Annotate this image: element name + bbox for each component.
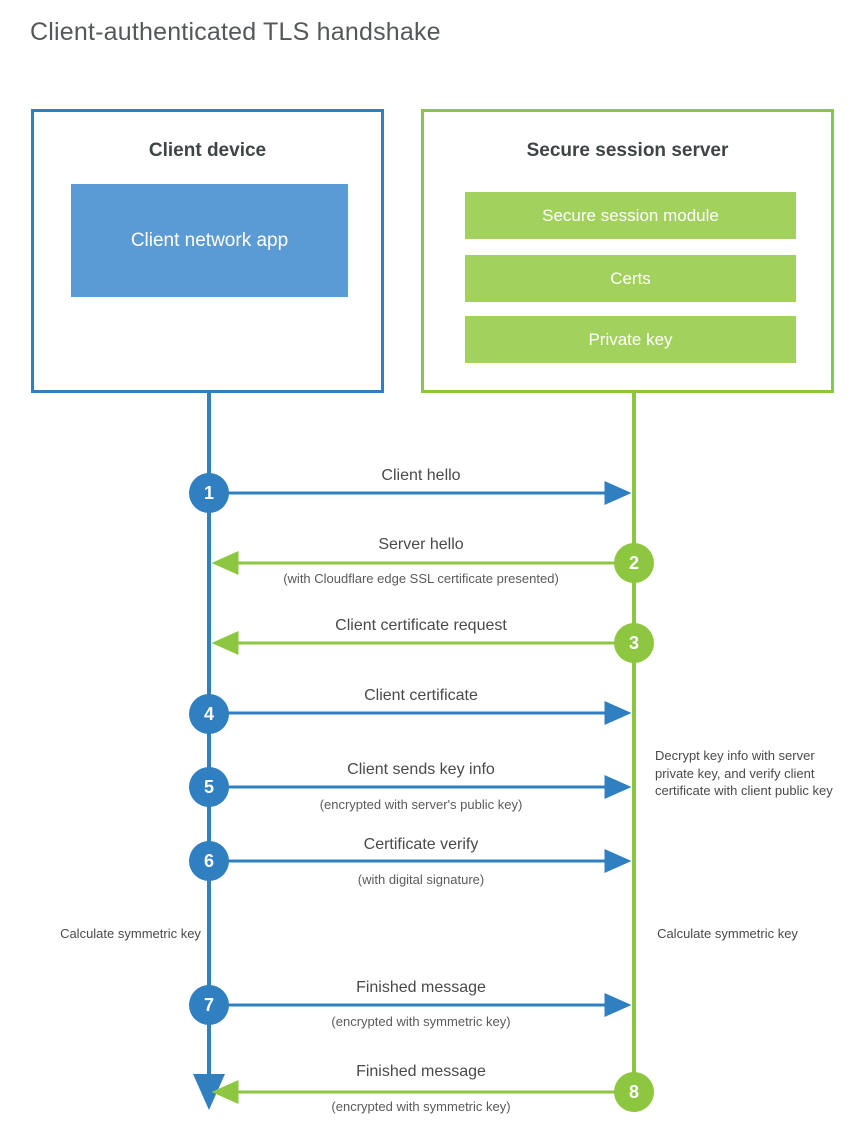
step-badge-8: 8 [614, 1072, 654, 1112]
step-label-5: Client sends key info [347, 761, 495, 778]
step-badge-2: 2 [614, 543, 654, 583]
step-badge-3: 3 [614, 623, 654, 663]
step-label-7: Finished message [356, 979, 486, 996]
step-label-3: Client certificate request [335, 617, 507, 634]
client-device-title: Client device [148, 140, 267, 161]
client-network-app-block: Client network app [71, 184, 348, 297]
step-label-4: Client certificate [364, 687, 478, 704]
step-sublabel-6: (with digital signature) [357, 872, 485, 887]
server-item-private-key: Private key [465, 316, 796, 363]
server-item-certs: Certs [465, 255, 796, 302]
step-badge-4: 4 [189, 694, 229, 734]
secure-session-server-title: Secure session server [526, 140, 729, 161]
note-server-symmetric-key: Calculate symmetric key [657, 926, 798, 941]
note-client-symmetric-key: Calculate symmetric key [60, 926, 201, 941]
step-label-1: Client hello [381, 467, 461, 484]
step-badge-6: 6 [189, 841, 229, 881]
step-badge-7: 7 [189, 985, 229, 1025]
step-sublabel-5: (encrypted with server's public key) [319, 797, 523, 812]
server-item-secure-session-module: Secure session module [465, 192, 796, 239]
step-label-2: Server hello [378, 536, 464, 553]
step-badge-5: 5 [189, 767, 229, 807]
step-label-6: Certificate verify [363, 836, 479, 853]
step-label-8: Finished message [356, 1063, 486, 1080]
note-server-decrypt: Decrypt key info with server private key, and verify client certificate with client public key [655, 748, 833, 799]
step-badge-1: 1 [189, 473, 229, 513]
step-sublabel-7: (encrypted with symmetric key) [331, 1014, 511, 1029]
step-sublabel-2: (with Cloudflare edge SSL certificate presented) [283, 571, 559, 586]
page-title: Client-authenticated TLS handshake [30, 18, 441, 46]
step-sublabel-8: (encrypted with symmetric key) [331, 1099, 511, 1114]
